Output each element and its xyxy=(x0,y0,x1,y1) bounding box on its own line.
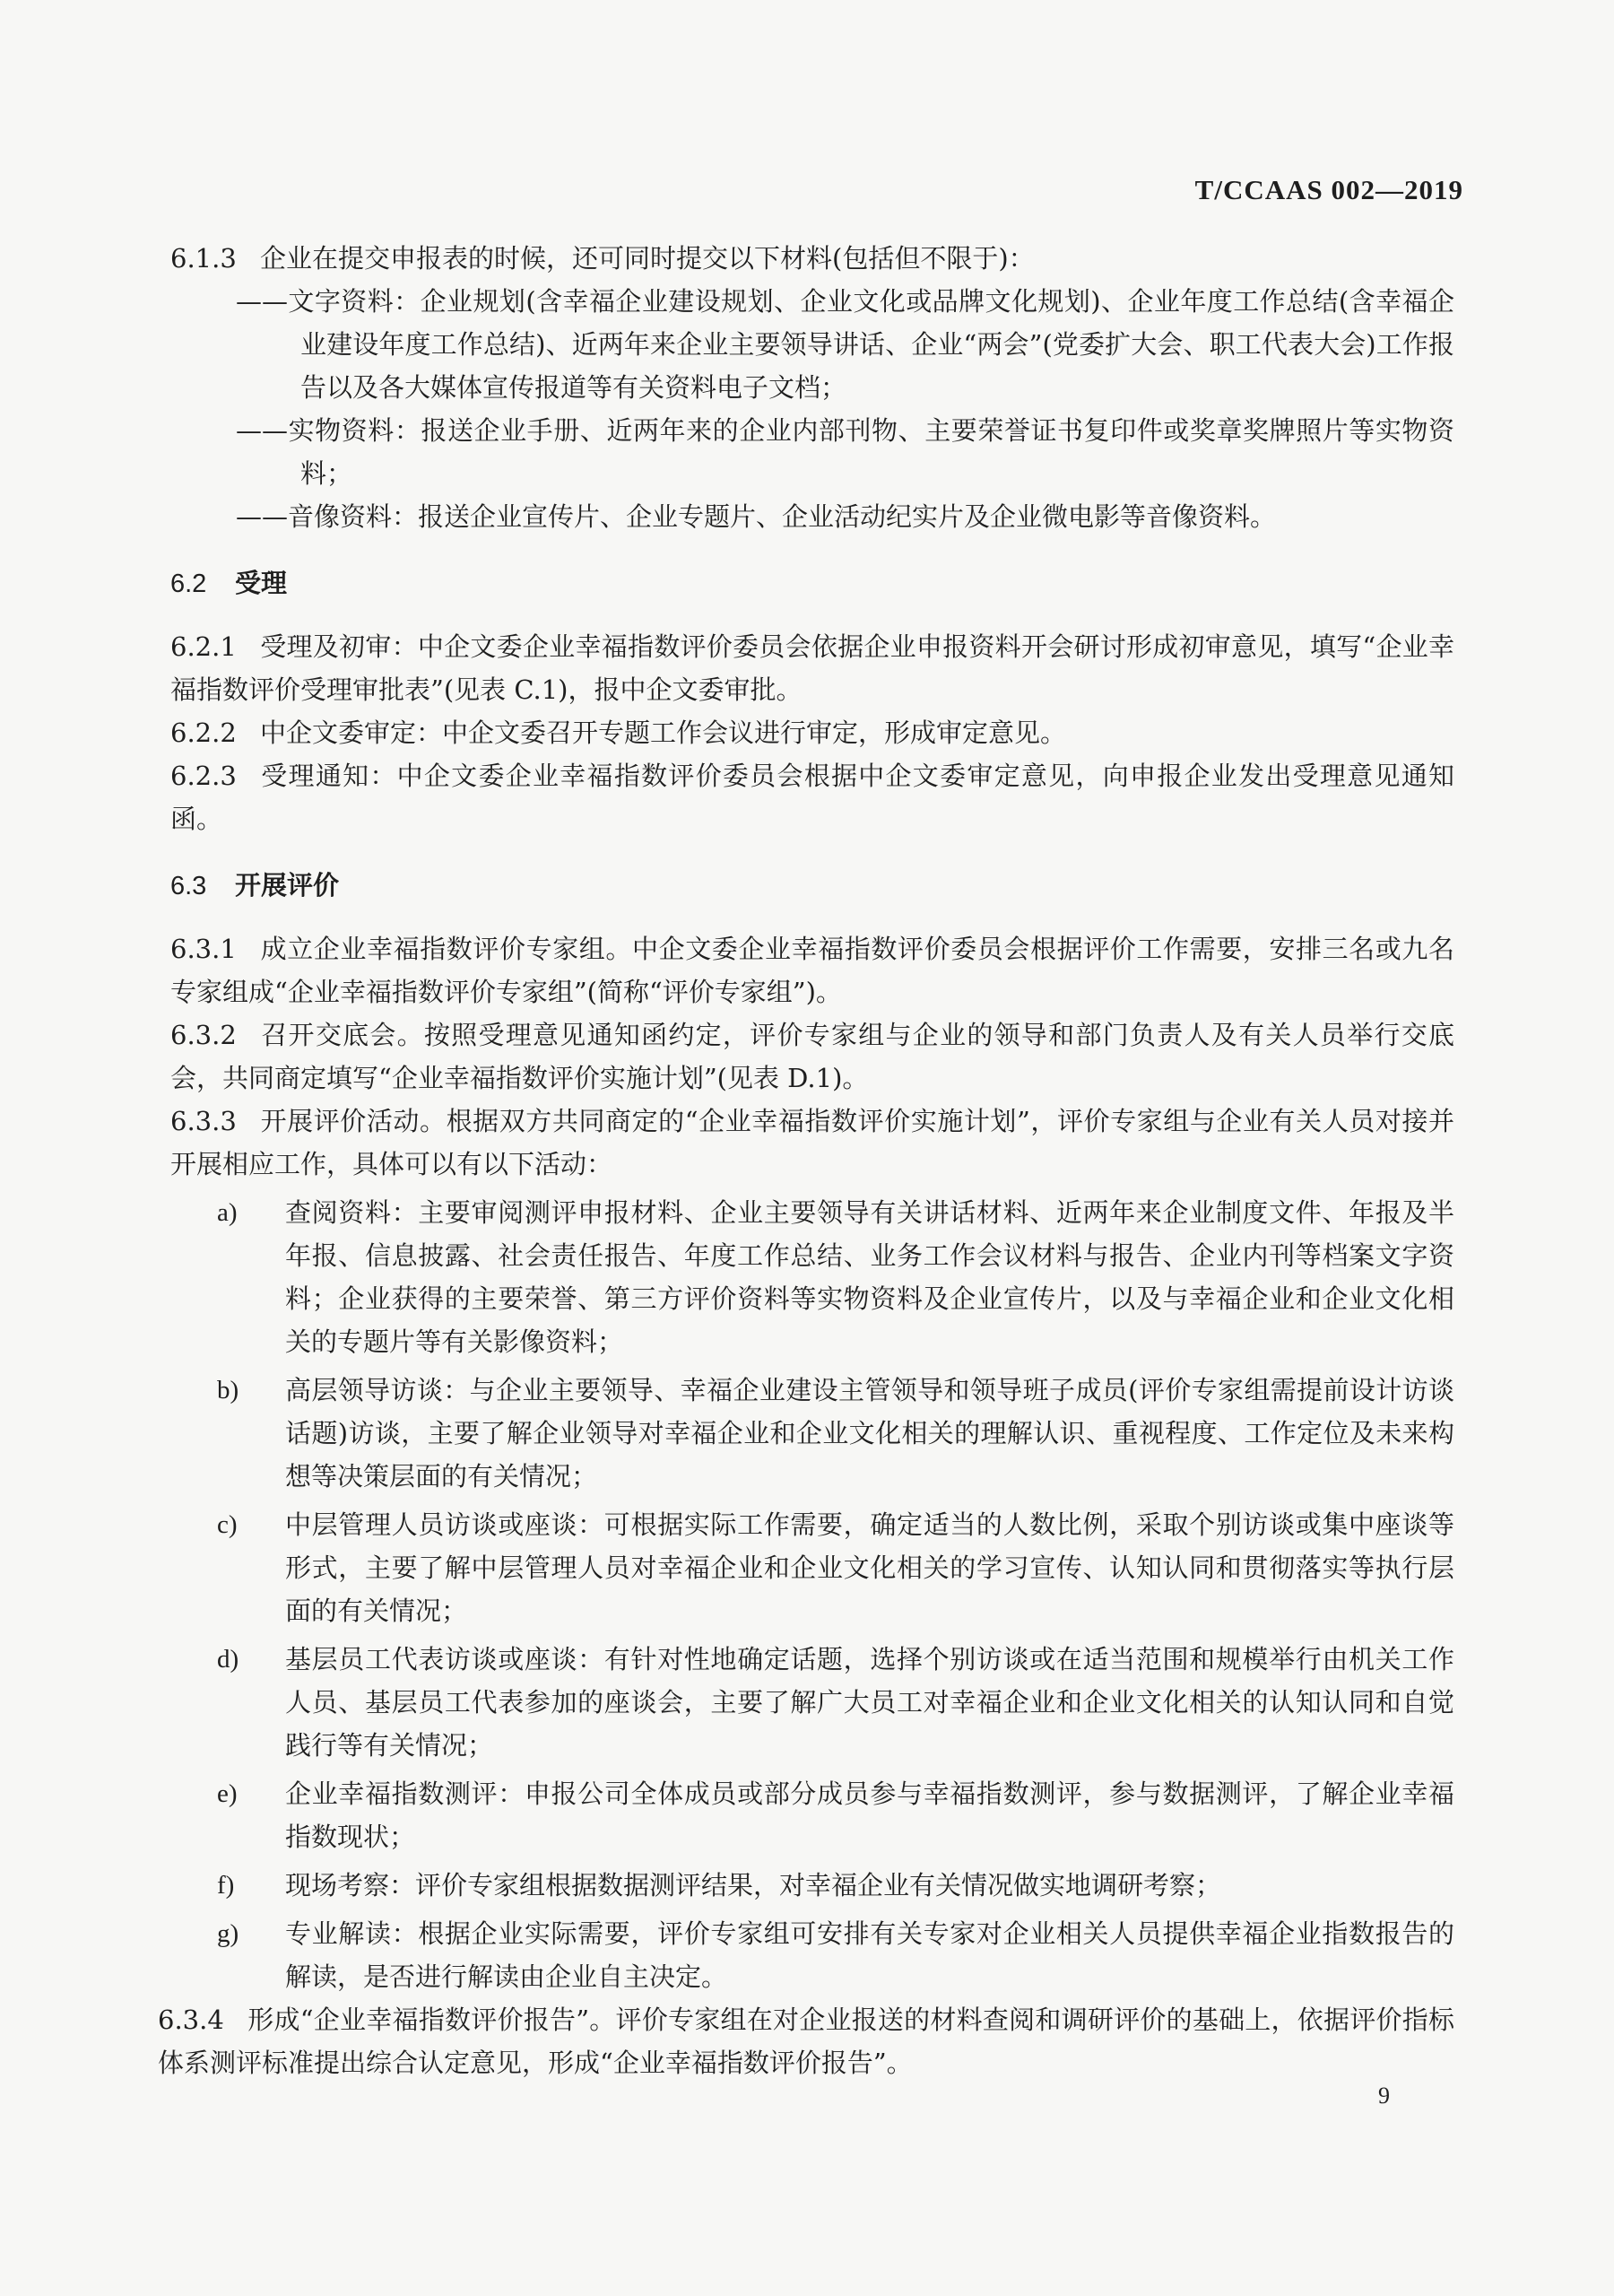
section-title: 受理 xyxy=(235,568,288,598)
page-content xyxy=(158,237,1454,2084)
clause-number: 6.3.3 xyxy=(170,1106,237,1136)
section-heading-6-2 xyxy=(170,561,1454,605)
clause-text: 成立企业幸福指数评价专家组。中企文委企业幸福指数评价委员会根据评价工作需要，安排三名或九名专家组成“企业幸福指数评价专家组”(简称“评价专家组”)。 xyxy=(170,934,1454,1007)
section-number: 6.3 xyxy=(170,872,207,900)
material-item: ——实物资料：报送企业手册、近两年来的企业内部刊物、主要荣誉证书复印件或奖章奖牌照片等实物资料； xyxy=(236,415,1454,489)
list-marker: f) xyxy=(217,1871,235,1900)
activity-item xyxy=(217,1912,1454,1998)
activity-text: 查阅资料：主要审阅测评申报材料、企业主要领导有关讲话材料、近两年来企业制度文件、年报及半年报、信息披露、社会责任报告、年度工作总结、业务工作会议材料与报告、企业内刊等档案文字资料；企业获得的主要荣誉、第三方评价资料等实物资料及企业宣传片，以及与幸福企业和企业文化相关的专题片等有关影像资料； xyxy=(285,1197,1454,1357)
activity-item xyxy=(217,1191,1454,1363)
clause-6-2-2 xyxy=(170,711,1454,754)
clause-6-3-1 xyxy=(170,927,1454,1013)
clause-number: 6.3.2 xyxy=(170,1020,237,1050)
clause-text: 召开交底会。按照受理意见通知函约定，评价专家组与企业的领导和部门负责人及有关人员举行交底会，共同商定填写“企业幸福指数评价实施计划”(见表 D.1)。 xyxy=(170,1020,1454,1093)
clause-text: 形成“企业幸福指数评价报告”。评价专家组在对企业报送的材料查阅和调研评价的基础上，依据评价指标体系测评标准提出综合认定意见，形成“企业幸福指数评价报告”。 xyxy=(158,2005,1454,2078)
section-heading-6-3 xyxy=(170,864,1454,908)
activity-text: 专业解读：根据企业实际需要，评价专家组可安排有关专家对企业相关人员提供幸福企业指数报告的解读，是否进行解读由企业自主决定。 xyxy=(285,1918,1454,1992)
clause-number: 6.2.3 xyxy=(170,761,237,791)
clause-number: 6.2.2 xyxy=(170,718,237,748)
clause-text: 开展评价活动。根据双方共同商定的“企业幸福指数评价实施计划”，评价专家组与企业有关人员对接并开展相应工作，具体可以有以下活动： xyxy=(170,1106,1454,1179)
activity-item xyxy=(217,1369,1454,1498)
section-number: 6.2 xyxy=(170,570,207,598)
clause-number: 6.2.1 xyxy=(170,631,237,662)
activity-item xyxy=(217,1503,1454,1632)
activity-item xyxy=(217,1638,1454,1767)
activity-text: 基层员工代表访谈或座谈：有针对性地确定话题，选择个别访谈或在适当范围和规模举行由机关工作人员、基层员工代表参加的座谈会，主要了解广大员工对幸福企业和企业文化相关的认知认同和自觉践行等有关情况； xyxy=(285,1644,1454,1761)
clause-6-3-2 xyxy=(170,1013,1454,1100)
clause-text: 受理及初审：中企文委企业幸福指数评价委员会依据企业申报资料开会研讨形成初审意见，填写“企业幸福指数评价受理审批表”(见表 C.1)，报中企文委审批。 xyxy=(170,631,1454,705)
list-marker: c) xyxy=(217,1510,238,1539)
clause-6-3-4 xyxy=(158,1998,1454,2084)
clause-number: 6.3.1 xyxy=(170,934,237,964)
list-marker: d) xyxy=(217,1645,239,1674)
list-marker: g) xyxy=(217,1919,239,1948)
clause-text: 中企文委审定：中企文委召开专题工作会议进行审定，形成审定意见。 xyxy=(260,718,1067,748)
clause-number: 6.1.3 xyxy=(170,243,237,274)
page-number: 9 xyxy=(1378,2083,1390,2109)
activity-text: 企业幸福指数测评：申报公司全体成员或部分成员参与幸福指数测评，参与数据测评，了解企业幸福指数现状； xyxy=(285,1779,1454,1852)
clause-6-2-1 xyxy=(170,625,1454,711)
activity-text: 高层领导访谈：与企业主要领导、幸福企业建设主管领导和领导班子成员(评价专家组需提前设计访谈话题)访谈，主要了解企业领导对幸福企业和企业文化相关的理解认识、重视程度、工作定位及未来构想等决策层面的有关情况； xyxy=(285,1375,1454,1492)
activity-item xyxy=(217,1864,1454,1907)
clause-6-3-3 xyxy=(170,1100,1454,1186)
standard-code: T/CCAAS 002—2019 xyxy=(1194,174,1463,205)
clause-text: 企业在提交申报表的时候，还可同时提交以下材料(包括但不限于)： xyxy=(260,243,1035,274)
clause-6-2-3 xyxy=(170,754,1454,840)
activity-text: 中层管理人员访谈或座谈：可根据实际工作需要，确定适当的人数比例，采取个别访谈或集中座谈等形式，主要了解中层管理人员对幸福企业和企业文化相关的学习宣传、认知认同和贯彻落实等执行层面的有关情况； xyxy=(285,1509,1454,1626)
clause-text: 受理通知：中企文委企业幸福指数评价委员会根据中企文委审定意见，向申报企业发出受理意见通知函。 xyxy=(170,761,1454,834)
section-title: 开展评价 xyxy=(235,870,340,900)
material-item: ——文字资料：企业规划(含幸福企业建设规划、企业文化或品牌文化规划)、企业年度工作总结(含幸福企业建设年度工作总结)、近两年来企业主要领导讲话、企业“两会”(党委扩大会、职工代表大会)工作报告以及各大媒体宣传报道等有关资料电子文档； xyxy=(236,286,1454,403)
clause-number: 6.3.4 xyxy=(158,2005,224,2035)
activity-item xyxy=(217,1772,1454,1858)
clause-6-1-3 xyxy=(170,237,1454,280)
material-item: ——音像资料：报送企业宣传片、企业专题片、企业活动纪实片及企业微电影等音像资料。 xyxy=(236,501,1277,532)
list-marker: a) xyxy=(217,1198,238,1227)
activity-text: 现场考察：评价专家组根据数据测评结果，对幸福企业有关情况做实地调研考察； xyxy=(285,1870,1222,1900)
activity-list xyxy=(217,1191,1454,1998)
list-marker: e) xyxy=(217,1779,238,1808)
list-marker: b) xyxy=(217,1376,239,1405)
